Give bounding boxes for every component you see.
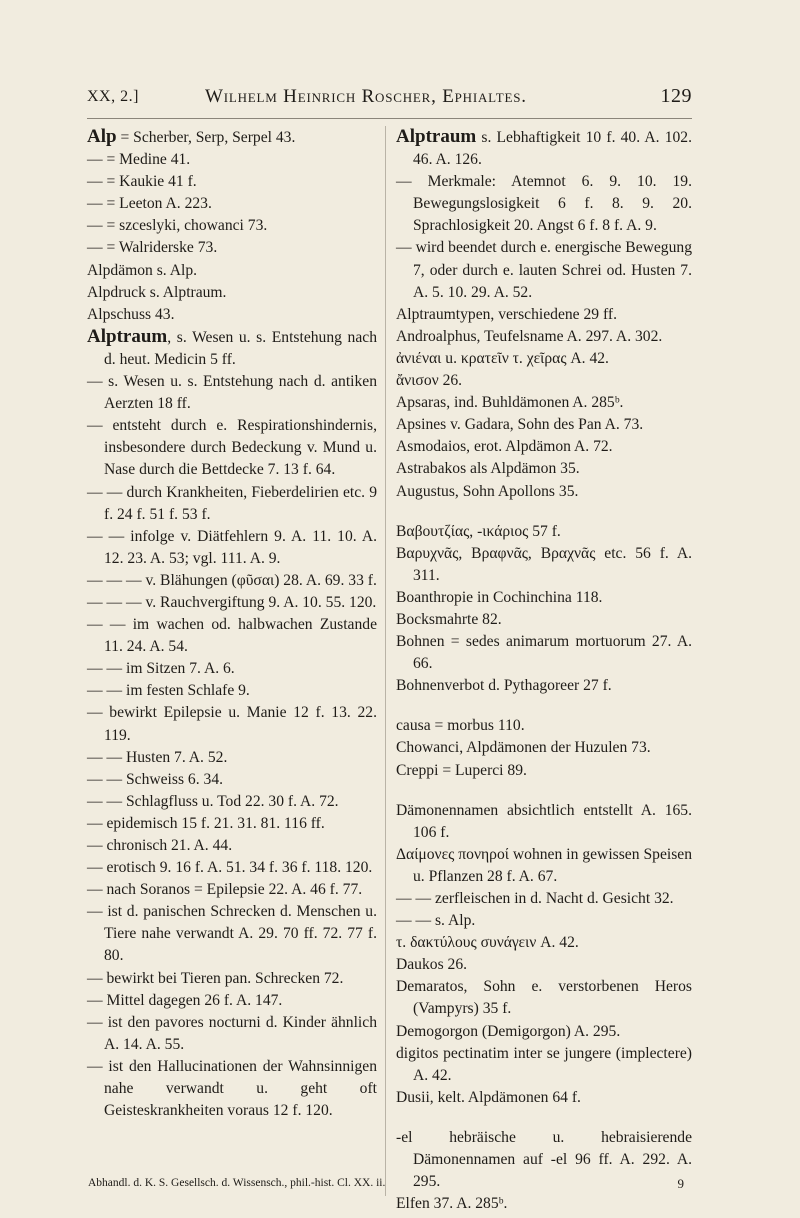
index-entry (396, 631, 692, 675)
index-entry (87, 879, 377, 901)
index-entry (396, 976, 692, 1020)
entry-text: Βαρυχνᾶς, Βραφνᾶς, Βραχνᾶς etc. 56 f. A. 311. (396, 544, 692, 584)
volume-ref: XX, 2.] (87, 88, 139, 105)
entry-text: , s. Wesen u. s. Entstehung nach d. heut. Medicin 5 ff. (104, 328, 377, 368)
running-header (87, 85, 692, 112)
index-entry (87, 614, 377, 658)
entry-text: — epidemisch 15 f. 21. 31. 81. 116 ff. (87, 814, 325, 832)
entry-text: — erotisch 9. 16 f. A. 51. 34 f. 36 f. 118. 120. (87, 859, 373, 877)
entry-text: Demogorgon (Demigorgon) A. 295. (396, 1022, 621, 1040)
index-entry (87, 680, 377, 702)
entry-text: — = szceslyki, chowanci 73. (87, 217, 268, 235)
entry-text: — — — v. Rauchvergiftung 9. A. 10. 55. 120. (87, 593, 377, 611)
entry-text: — — Schlagfluss u. Tod 22. 30 f. A. 72. (87, 792, 339, 810)
entry-text: — = Leeton A. 223. (87, 195, 212, 213)
index-entry (396, 521, 692, 543)
index-entry (87, 769, 377, 791)
index-column-left (87, 126, 377, 1122)
entry-text: — ist den Hallucinationen der Wahnsinnigen nahe verwandt u. geht oft Geisteskrankheiten voraus 12 f. 120. (87, 1057, 377, 1120)
entry-text: — Merkmale: Atemnot 6. 9. 10. 19. Bewegungslosigkeit 6 f. 8. 9. 20. Sprachlosigkeit 20. Angst 6 f. 8 f. A. 9. (396, 173, 692, 235)
entry-text: Chowanci, Alpdämonen der Huzulen 73. (396, 739, 651, 757)
index-entry (87, 282, 377, 304)
index-entry (87, 658, 377, 680)
index-entry (87, 791, 377, 813)
index-entry (87, 237, 377, 259)
index-entry (396, 436, 692, 458)
entry-text: Astrabakos als Alpdämon 35. (396, 460, 580, 478)
entry-headword: Alptraum (87, 325, 168, 347)
entry-text: Creppi = Luperci 89. (396, 761, 527, 779)
index-entry (396, 370, 692, 392)
entry-text: Alpdruck s. Alptraum. (87, 283, 227, 301)
index-entry (87, 968, 377, 990)
index-entry (396, 126, 692, 171)
section-gap (396, 503, 692, 521)
entry-text: -el hebräische u. hebraisierende Dämonennamen auf -el 96 ff. A. 292. A. 295. (396, 1128, 692, 1191)
entry-text: Daukos 26. (396, 956, 468, 974)
index-entry (396, 1021, 692, 1043)
entry-text: ἄνισον 26. (396, 372, 463, 390)
index-entry (87, 570, 377, 592)
entry-text: — ist den pavores nocturni d. Kinder ähnlich A. 14. A. 55. (87, 1013, 377, 1053)
entry-text: — — im festen Schlafe 9. (87, 682, 250, 700)
entry-text: — — zerfleischen in d. Nacht d. Gesicht 32. (396, 890, 674, 907)
index-entry (87, 371, 377, 415)
section-gap (396, 782, 692, 800)
index-entry (87, 193, 377, 215)
entry-text: — — durch Krankheiten, Fieberdelirien etc. 9 f. 24 f. 51 f. 53 f. (87, 483, 377, 523)
entry-text: Dusii, kelt. Alpdämonen 64 f. (396, 1088, 581, 1106)
index-entry (87, 415, 377, 481)
index-entry (87, 747, 377, 769)
entry-text: Alptraumtypen, verschiedene 29 ff. (396, 305, 617, 323)
index-entry (87, 702, 377, 746)
index-entry (87, 835, 377, 857)
index-entry (87, 215, 377, 237)
entry-text: — — Schweiss 6. 34. (87, 770, 224, 788)
index-entry (87, 326, 377, 371)
entry-text: — — — v. Blähungen (φῦσαι) 28. A. 69. 33 f. (87, 571, 377, 589)
index-entry (396, 304, 692, 326)
entry-text: — = Kaukie 41 f. (87, 173, 197, 191)
index-entry (396, 543, 692, 587)
header-rule (87, 118, 692, 119)
index-entry (87, 171, 377, 193)
signature-mark: 9 (677, 1176, 684, 1191)
index-entry (396, 237, 692, 303)
index-entry (87, 126, 377, 149)
entry-text: ἀνιέναι u. κρατεῖν τ. χεῖρας A. 42. (396, 349, 609, 367)
index-column-right (396, 126, 692, 1215)
index-entry (396, 1193, 692, 1215)
entry-text: — wird beendet durch e. energische Bewegung 7, oder durch e. lauten Schrei od. Husten 7. A. 5. 10. 29. A. 52. (396, 239, 692, 301)
entry-text: Bocksmahrte 82. (396, 610, 502, 628)
index-entry (396, 760, 692, 782)
entry-text: — ist d. panischen Schrecken d. Menschen u. Tiere nahe verwandt A. 29. 70 ff. 72. 77 f. 80. (87, 903, 377, 965)
entry-text: — — im wachen od. halbwachen Zustande 11. 24. A. 54. (87, 616, 377, 656)
entry-text: — Mittel dagegen 26 f. A. 147. (87, 991, 283, 1009)
entry-text: Dämonennamen absichtlich entstellt A. 165. 106 f. (396, 801, 692, 841)
page-title: Wilhelm Heinrich Roscher, Ephialtes. (205, 86, 527, 107)
entry-text: Alpdämon s. Alp. (87, 261, 198, 279)
index-entry (87, 901, 377, 967)
entry-text: τ. δακτύλους συνάγειν A. 42. (396, 934, 579, 952)
entry-text: — = Walriderske 73. (87, 239, 218, 257)
entry-headword: Alptraum (396, 126, 477, 147)
index-entry (396, 1043, 692, 1087)
entry-text: = Scherber, Serp, Serpel 43. (116, 129, 296, 146)
footer-citation: Abhandl. d. K. S. Gesellsch. d. Wissensch., phil.-hist. Cl. XX. ii. (88, 1177, 386, 1189)
entry-text: Bohnen = sedes animarum mortuorum 27. A. 66. (396, 633, 692, 673)
index-entry (396, 458, 692, 480)
index-entry (396, 800, 692, 844)
entry-text: Elfen 37. A. 285ᵇ. (396, 1195, 508, 1213)
entry-text: — — Husten 7. A. 52. (87, 748, 228, 766)
entry-text: Δαίμονες πονηροί wohnen in gewissen Speisen u. Pflanzen 28 f. A. 67. (396, 845, 692, 885)
index-entry (87, 526, 377, 570)
entry-text: — = Medine 41. (87, 151, 191, 169)
entry-text: Apsines v. Gadara, Sohn des Pan A. 73. (396, 416, 644, 434)
entry-text: Βαβουτζίας, -ικάριος 57 f. (396, 522, 561, 540)
index-entry (87, 857, 377, 879)
index-entry (396, 609, 692, 631)
index-entry (87, 813, 377, 835)
entry-text: — nach Soranos = Epilepsie 22. A. 46 f. 77. (87, 881, 363, 899)
index-entry (396, 932, 692, 954)
index-entry (396, 844, 692, 888)
index-entry (396, 392, 692, 414)
entry-text: Apsaras, ind. Buhldämonen A. 285ᵇ. (396, 394, 624, 412)
index-entry (396, 737, 692, 759)
entry-text: Asmodaios, erot. Alpdämon A. 72. (396, 438, 613, 456)
entry-text: Alpschuss 43. (87, 305, 175, 323)
entry-headword: Alp (87, 126, 117, 147)
entry-text: — chronisch 21. A. 44. (87, 837, 233, 854)
entry-text: — — s. Alp. (396, 912, 476, 930)
page-footer (88, 1177, 688, 1189)
entry-text: — bewirkt Epilepsie u. Manie 12 f. 13. 22. 119. (87, 704, 377, 744)
index-entry (87, 1012, 377, 1056)
entry-text: — bewirkt bei Tieren pan. Schrecken 72. (87, 969, 344, 987)
entry-text: Boanthropie in Cochinchina 118. (396, 588, 603, 606)
index-entry (396, 675, 692, 697)
index-entry (396, 171, 692, 237)
index-entry (396, 587, 692, 609)
index-entry (87, 990, 377, 1012)
entry-text: Androalphus, Teufelsname A. 297. A. 302. (396, 327, 663, 345)
index-entry (87, 149, 377, 171)
entry-text: — — im Sitzen 7. A. 6. (87, 660, 235, 678)
entry-text: Bohnenverbot d. Pythagoreer 27 f. (396, 677, 612, 695)
index-entry (396, 348, 692, 370)
page-number: 129 (660, 85, 692, 107)
index-entry (396, 715, 692, 737)
entry-text: — s. Wesen u. s. Entstehung nach d. antiken Aerzten 18 ff. (87, 373, 377, 413)
entry-text: Demaratos, Sohn e. verstorbenen Heros (Vampyrs) 35 f. (396, 978, 692, 1018)
index-entry (396, 1087, 692, 1109)
index-entry (396, 954, 692, 976)
entry-text: causa = morbus 110. (396, 717, 525, 735)
section-gap (396, 697, 692, 715)
entry-text: — entsteht durch e. Respirationshindernis, insbesondere durch Bedeckung v. Mund u. Nase durch die Bettdecke 7. 13 f. 64. (87, 417, 377, 479)
index-entry (396, 326, 692, 348)
entry-text: digitos pectinatim inter se jungere (implectere) A. 42. (396, 1044, 692, 1084)
index-entry (396, 481, 692, 503)
index-entry (87, 482, 377, 526)
index-entry (396, 910, 692, 932)
section-gap (396, 1109, 692, 1127)
index-entry (87, 304, 377, 326)
index-entry (87, 1056, 377, 1122)
entry-text: Augustus, Sohn Apollons 35. (396, 482, 579, 500)
column-divider (385, 126, 386, 1196)
entry-text: s. Lebhaftigkeit 10 f. 40. A. 102. 46. A. 126. (413, 129, 692, 169)
index-entry (87, 260, 377, 282)
entry-text: — — infolge v. Diätfehlern 9. A. 11. 10. A. 12. 23. A. 53; vgl. 111. A. 9. (87, 527, 377, 567)
index-entry (396, 888, 692, 910)
index-entry (87, 592, 377, 614)
index-entry (396, 414, 692, 436)
